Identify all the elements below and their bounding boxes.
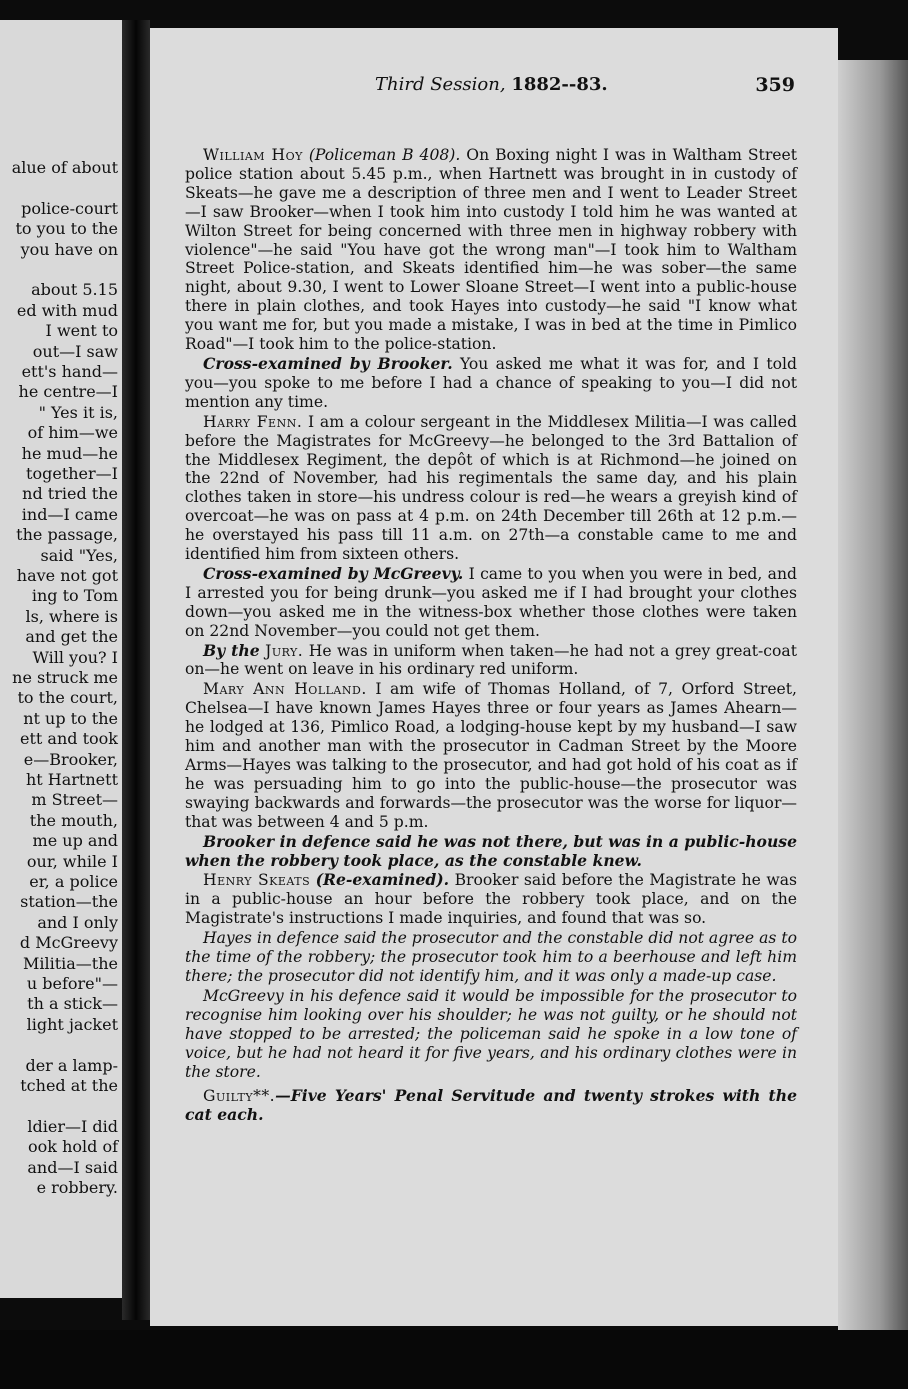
verdict: [185, 1087, 797, 1125]
background-shadow: [0, 1330, 908, 1389]
left-page-line: station—the: [20, 892, 118, 912]
left-page-line: ing to Tom: [31, 586, 118, 606]
left-page-line: you have on: [20, 239, 118, 259]
speaker-name: Harry Fenn.: [203, 412, 303, 431]
left-page-line: and—I said: [27, 1157, 118, 1177]
left-page-line: ind—I came: [21, 504, 118, 524]
left-page-line: ett and took: [20, 729, 118, 749]
cross-exam-label: Cross-examined by McGreevy.: [203, 563, 464, 583]
cross-exam-label: Cross-examined by Brooker.: [203, 353, 453, 373]
left-page-line: ne struck me: [12, 668, 118, 687]
left-page-line: m Street—: [31, 790, 118, 810]
left-page-line: ook hold of: [28, 1137, 118, 1157]
speaker-name: William Hoy: [203, 146, 303, 164]
left-page-line: e—Brooker,: [23, 749, 118, 769]
left-page-line: he centre—I: [18, 382, 118, 402]
left-page-line: ldier—I did: [27, 1116, 118, 1136]
left-page-line: of him—we: [27, 423, 118, 443]
testimony-text: I am wife of Thomas Holland, of 7, Orford Street, Chelsea—I have known James Hayes three or four years as James Ahearn—he lodged at 136, Pimlico Road, a lodging-house kept by my husband—I saw him and another man with the prosecutor in Cadman Street by the Moore Arms—Hayes was talking to the prosecutor, and had got hold of his coat as if he was persuading him to go into the public-house—the prosecutor was swaying backwards and forwards—the prosecutor was the worse for liquor—that was between 4 and 5 p.m.: [185, 680, 797, 831]
testimony-harry-fenn: [185, 413, 797, 564]
left-page: [0, 20, 122, 1298]
left-page-line: e robbery.: [36, 1178, 118, 1197]
speaker-role: (Re-examined).: [315, 870, 450, 890]
left-page-line: out—I saw: [32, 341, 118, 361]
page-header: [225, 74, 795, 102]
testimony-henry-skeats: [185, 871, 797, 928]
left-page-line: er, a police: [29, 872, 118, 891]
left-page-line: Will you? I: [32, 647, 118, 667]
session-years: 1882--83.: [511, 74, 608, 95]
left-page-line: I went to: [45, 321, 118, 341]
left-page-line: he mud—he: [21, 443, 118, 463]
cross-exam-mcgreevy: [185, 565, 797, 641]
hayes-defence: Hayes in defence said the prosecutor and the constable did not agree as to the time of the robbery; the prosecutor took him to a beerhouse and left him there; the prosecutor did not identify him, and it was only a made-up case.: [185, 929, 797, 985]
testimony-mary-ann-holland: [185, 680, 797, 831]
left-page-line: to the court,: [17, 688, 118, 708]
brooker-defence: Brooker in defence said he was not there, but was in a public-house when the robbery took place, as the constable knew.: [185, 831, 797, 870]
left-page-line: u before"—: [26, 974, 118, 993]
left-page-line: said "Yes,: [40, 545, 118, 565]
book-gutter: [122, 20, 150, 1320]
left-page-line: d McGreevy: [19, 933, 118, 953]
jury-label: Jury.: [265, 641, 304, 660]
left-page-line: about 5.15: [31, 280, 118, 300]
speaker-name: Mary Ann Holland.: [203, 680, 367, 699]
left-page-line: ett's hand—: [21, 362, 118, 381]
testimony-text: He was in uniform when taken—he had not a grey great-coat on—he went on leave in his ordinary red uniform.: [185, 641, 797, 679]
cross-exam-brooker: [185, 355, 797, 412]
session-label: Third Session,: [375, 74, 506, 95]
speaker-name: Henry Skeats: [203, 871, 311, 890]
left-page-line: ht Hartnett: [25, 770, 118, 789]
testimony-william-hoy: [185, 146, 797, 354]
left-page-line: and get the: [25, 627, 118, 647]
verdict-label: Guilty**.: [203, 1087, 276, 1106]
jury-question: [185, 642, 797, 680]
testimony-text: I am a colour sergeant in the Middlesex Militia—I was called before the Magistrates for McGreevy—he belonged to the 3rd Battalion of the Middlesex Regiment, the depôt of which is at Richmond—he joined on the 22nd of November, had his regimentals the same day, and his plain clothes taken in store—his undress colour is red—he wears a greyish kind of overcoat—he was on pass at 4 p.m. on 24th December till 26th at 12 p.m.—he overstayed his pass till 11 a.m. on 27th—a constable came to me and identified him from sixteen others.: [185, 412, 798, 564]
left-page-line: the passage,: [16, 525, 118, 545]
left-page-line: our, while I: [26, 851, 118, 871]
testimony-text: Brooker said before the Magistrate he was in a public-house an hour before the robbery took place, and on the Magistrate's instructions I made inquiries, and found that was so.: [185, 871, 798, 928]
left-page-line: nd tried the: [22, 484, 118, 504]
left-page-line: police-court: [21, 198, 118, 218]
sentence-text: —Five Years' Penal Servitude and twenty strokes with the cat each.: [185, 1086, 797, 1125]
left-page-line: th a stick—: [27, 994, 118, 1014]
left-page-line: the mouth,: [29, 810, 118, 830]
left-page-line: have not got: [16, 566, 118, 585]
page-edge-stack: [838, 60, 908, 1389]
page-body: [185, 146, 797, 1126]
running-head: [375, 74, 608, 95]
left-page-line: Militia—the: [22, 953, 118, 973]
left-page-line: me up and: [32, 831, 118, 851]
left-page-line: der a lamp-: [25, 1055, 118, 1075]
left-page-line: ed with mud: [16, 300, 118, 320]
mcgreevy-defence: McGreevy in his defence said it would be impossible for the prosecutor to recognise him looking over his shoulder; he was not guilty, or he should not have stopped to be arrested; the policeman said he spoke in a low tone of voice, but he had not heard it for five years, and his ordinary clothes were in the store.: [185, 986, 797, 1081]
left-page-line: nt up to the: [23, 708, 118, 728]
left-page-line: ls, where is: [25, 606, 118, 626]
left-page-line: together—I: [26, 464, 118, 483]
speaker-role: (Policeman B 408).: [308, 146, 461, 164]
left-page-line: tched at the: [20, 1076, 118, 1095]
left-page-line: light jacket: [26, 1014, 118, 1034]
page-number: 359: [755, 74, 795, 96]
left-page-line: to you to the: [15, 219, 118, 239]
testimony-text: I came to you when you were in bed, and I arrested you for being drunk—you asked me if I had brought your clothes down—you asked me in the witness-box whether those clothes were taken on 22nd November—you could not get them.: [185, 564, 797, 640]
left-page-line: " Yes it is,: [38, 402, 118, 422]
jury-label-prefix: By the: [203, 640, 260, 660]
testimony-text: On Boxing night I was in Waltham Street police station about 5.45 p.m., when Hartnett was brought in in custody of Skeats—he gave me a description of three men and I went to Leader Street—I saw Brooker—when I took him into custody I told him he was wanted at Wilton Street for being concerned with three men in highway robbery with violence"—he said "You have got the wrong man"—I took him to Waltham Street Police-station, and Skeats identified him—he was sober—the same night, about 9.30, I went to Lower Sloane Street—I went into a public-house there in plain clothes, and took Hayes into custody—he said "I know what you want me for, but you made a mistake, I was in bed at the time in Pimlico Road"—I took him to the police-station.: [185, 146, 797, 354]
left-page-line: and I only: [37, 912, 118, 932]
testimony-text: You asked me what it was for, and I told you—you spoke to me before I had a chance of speaking to you—I did not mention any time.: [185, 354, 797, 411]
left-page-line: alue of about: [11, 158, 118, 177]
